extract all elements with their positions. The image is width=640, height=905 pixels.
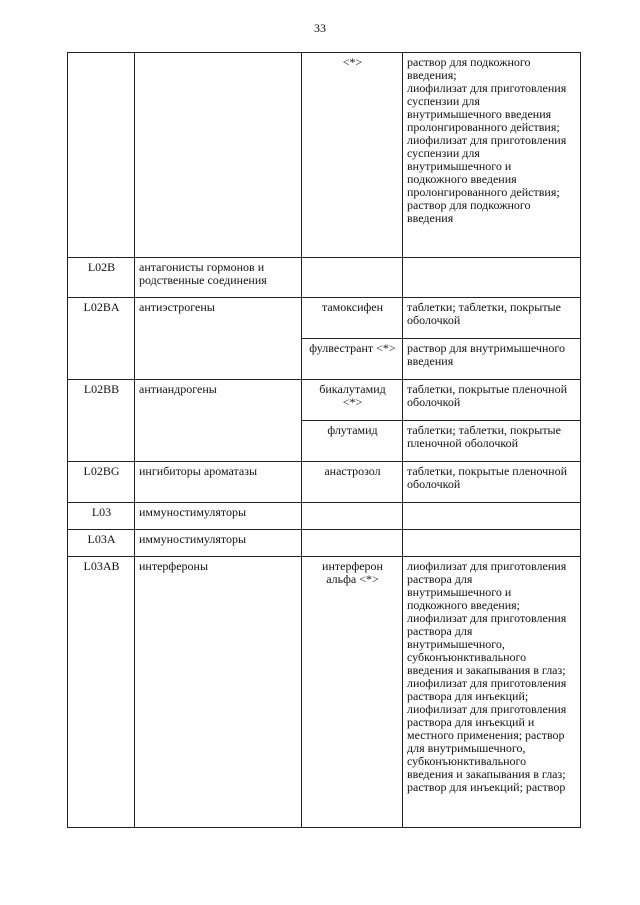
- inn-cell: [302, 421, 403, 462]
- group-name-cell: [135, 503, 302, 530]
- atc-code-cell: L02BA: [68, 298, 135, 380]
- atc-code-cell: L03A: [68, 530, 135, 557]
- text-line: внутримышечного и: [407, 159, 512, 173]
- inn-cell: [302, 503, 403, 530]
- text-line: лиофилизат для приготовления: [407, 702, 567, 716]
- text-line: таблетки; таблетки, покрытые: [407, 423, 561, 437]
- group-name-cell: [135, 298, 302, 380]
- group-name-cell: [135, 557, 302, 828]
- text-line: пленочной оболочкой: [407, 436, 519, 450]
- text-line: внутримышечного и: [407, 585, 512, 599]
- text-line: лиофилизат для приготовления: [407, 676, 567, 690]
- group-name-cell: [135, 530, 302, 557]
- dosage-form-cell: [403, 53, 581, 258]
- text-line: введения: [407, 211, 454, 225]
- atc-code-cell: [68, 53, 135, 258]
- text-line: альфа <*>: [326, 572, 379, 586]
- inn-cell: [302, 298, 403, 339]
- dosage-form-cell: [403, 530, 581, 557]
- atc-code-cell: L03: [68, 503, 135, 530]
- dosage-form-cell: [403, 339, 581, 380]
- text-line: внутримышечного введения: [407, 107, 552, 121]
- table-row: [68, 53, 581, 258]
- dosage-form-cell: [403, 462, 581, 503]
- group-name-cell: [135, 462, 302, 503]
- text-line: введения;: [407, 68, 457, 82]
- text-line: иммуностимуляторы: [139, 532, 247, 546]
- table-row: [68, 462, 581, 503]
- atc-code-cell: L02BB: [68, 380, 135, 462]
- text-line: таблетки, покрытые пленочной: [407, 464, 568, 478]
- text-line: введения: [407, 354, 454, 368]
- text-line: пролонгированного действия;: [407, 185, 560, 199]
- text-line: интерфероны: [139, 559, 208, 573]
- text-line: оболочкой: [407, 395, 461, 409]
- dosage-form-cell: [403, 421, 581, 462]
- table-row: [68, 380, 581, 421]
- text-line: подкожного введения;: [407, 598, 520, 612]
- text-line: бикалутамид: [319, 382, 386, 396]
- text-line: лиофилизат для приготовления: [407, 559, 567, 573]
- text-line: антагонисты гормонов и: [139, 260, 265, 274]
- inn-cell: [302, 380, 403, 421]
- text-line: флутамид: [327, 423, 378, 437]
- drug-table-body: [68, 53, 581, 828]
- table-row: [68, 503, 581, 530]
- text-line: введения и закапывания в глаз;: [407, 663, 566, 677]
- dosage-form-cell: [403, 503, 581, 530]
- text-line: раствор для подкожного: [407, 55, 531, 69]
- dosage-form-cell: [403, 298, 581, 339]
- text-line: тамоксифен: [321, 300, 384, 314]
- drug-table: [67, 52, 581, 828]
- text-line: раствор для подкожного: [407, 198, 531, 212]
- text-line: субконъюнктивального: [407, 650, 527, 664]
- text-line: раствор для внутримышечного: [407, 341, 565, 355]
- group-name-cell: [135, 258, 302, 298]
- text-line: родственные соединения: [139, 273, 267, 287]
- group-name-cell: [135, 53, 302, 258]
- inn-cell: [302, 339, 403, 380]
- dosage-form-cell: [403, 557, 581, 828]
- group-name-cell: [135, 380, 302, 462]
- text-line: лиофилизат для приготовления: [407, 81, 567, 95]
- text-line: лиофилизат для приготовления: [407, 133, 567, 147]
- text-line: подкожного введения: [407, 172, 517, 186]
- inn-cell: <*>: [302, 53, 403, 258]
- text-line: таблетки; таблетки, покрытые: [407, 300, 561, 314]
- table-row: [68, 557, 581, 828]
- text-line: суспензии для: [407, 94, 480, 108]
- text-line: фулвестрант <*>: [309, 341, 396, 355]
- dosage-form-cell: [403, 258, 581, 298]
- text-line: ингибиторы ароматазы: [139, 464, 258, 478]
- table-row: [68, 258, 581, 298]
- atc-code-cell: L02B: [68, 258, 135, 298]
- inn-cell: [302, 530, 403, 557]
- text-line: раствора для инъекций;: [407, 689, 529, 703]
- text-line: лиофилизат для приготовления: [407, 611, 567, 625]
- text-line: раствора для: [407, 572, 473, 586]
- text-line: субконъюнктивального: [407, 754, 527, 768]
- text-line: внутримышечного,: [407, 637, 505, 651]
- inn-cell: [302, 462, 403, 503]
- text-line: таблетки, покрытые пленочной: [407, 382, 568, 396]
- text-line: интерферон: [322, 559, 383, 573]
- text-line: раствора для инъекций и: [407, 715, 535, 729]
- text-line: антиандрогены: [139, 382, 217, 396]
- text-line: введения и закапывания в глаз;: [407, 767, 566, 781]
- inn-cell: [302, 258, 403, 298]
- text-line: суспензии для: [407, 146, 480, 160]
- atc-code-cell: L02BG: [68, 462, 135, 503]
- atc-code-cell: L03AB: [68, 557, 135, 828]
- table-row: [68, 298, 581, 339]
- text-line: оболочкой: [407, 477, 461, 491]
- text-line: для внутримышечного,: [407, 741, 526, 755]
- text-line: оболочкой: [407, 313, 461, 327]
- text-line: антиэстрогены: [139, 300, 215, 314]
- text-line: анастрозол: [324, 464, 381, 478]
- page-number: 33: [314, 21, 326, 35]
- text-line: раствор для инъекций; раствор: [407, 780, 566, 794]
- text-line: местного применения; раствор: [407, 728, 565, 742]
- inn-cell: [302, 557, 403, 828]
- text-line: иммуностимуляторы: [139, 505, 247, 519]
- text-line: раствора для: [407, 624, 473, 638]
- table-row: [68, 530, 581, 557]
- dosage-form-cell: [403, 380, 581, 421]
- text-line: пролонгированного действия;: [407, 120, 560, 134]
- text-line: <*>: [342, 395, 363, 409]
